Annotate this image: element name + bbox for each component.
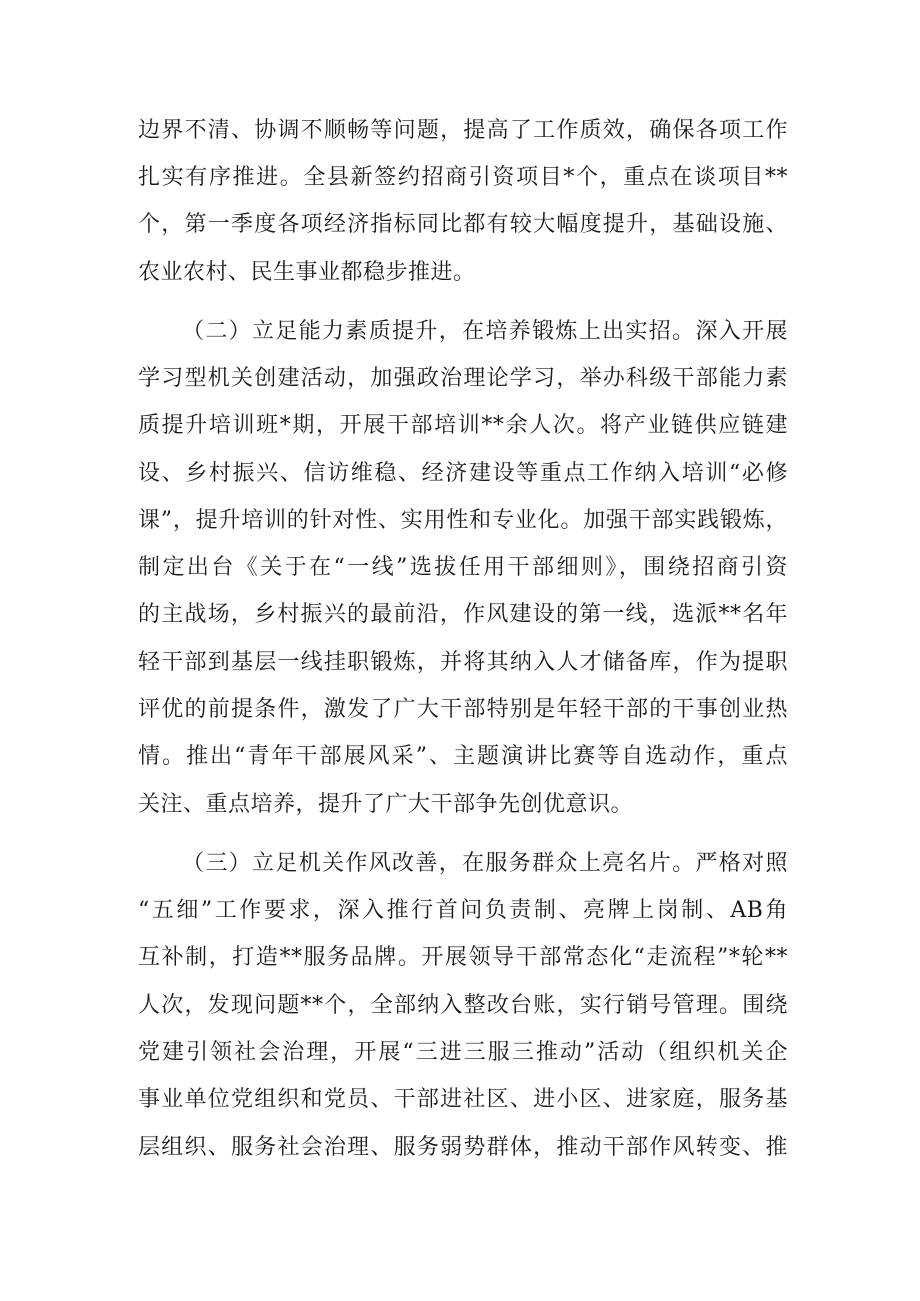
text-line: 互补制，打造**服务品牌。开展领导干部常态化“走流程”*轮** <box>138 945 788 970</box>
text-line: 边界不清、协调不顺畅等问题，提高了工作质效，确保各项工作 <box>138 118 788 143</box>
text-line: 学习型机关创建活动，加强政治理论学习，举办科级干部能力素 <box>138 366 788 391</box>
text-line: “五细”工作要求，深入推行首问负责制、亮牌上岗制、AB角 <box>138 898 788 923</box>
paragraph-heading-line: （二）立足能力素质提升，在培养锻炼上出实招。深入开展 <box>182 319 788 344</box>
text-line: 层组织、服务社会治理、服务弱势群体，推动干部作风转变、推 <box>138 1135 788 1160</box>
text-line: 党建引领社会治理，开展“三进三服三推动”活动（组织机关企 <box>138 1040 788 1065</box>
text-line: 扎实有序推进。全县新签约招商引资项目*个，重点在谈项目** <box>138 165 788 190</box>
text-line: 制定出台《关于在“一线”选拔任用干部细则》，围绕招商引资 <box>138 555 788 580</box>
text-line: 农业农村、民生事业都稳步推进。 <box>138 260 476 285</box>
text-line: 事业单位党组织和党员、干部进社区、进小区、进家庭，服务基 <box>138 1087 788 1112</box>
text-line: 课”，提升培训的针对性、实用性和专业化。加强干部实践锻炼， <box>138 508 788 533</box>
text-line: 人次，发现问题**个，全部纳入整改台账，实行销号管理。围绕 <box>138 993 788 1018</box>
text-line: 轻干部到基层一线挂职锻炼，并将其纳入人才储备库，作为提职 <box>138 650 788 675</box>
text-line: 评优的前提条件，激发了广大干部特别是年轻干部的干事创业热 <box>138 697 788 722</box>
text-line: 的主战场，乡村振兴的最前沿，作风建设的第一线，选派**名年 <box>138 602 788 627</box>
text-line: 情。推出“青年干部展风采”、主题演讲比赛等自选动作，重点 <box>138 744 788 769</box>
text-line: 设、乡村振兴、信访维稳、经济建设等重点工作纳入培训“必修 <box>138 461 788 486</box>
text-line: 关注、重点培养，提升了广大干部争先创优意识。 <box>138 792 634 817</box>
text-line: 质提升培训班*期，开展干部培训**余人次。将产业链供应链建 <box>138 413 788 438</box>
text-line: 个，第一季度各项经济指标同比都有较大幅度提升，基础设施、 <box>138 212 788 237</box>
paragraph-heading-line: （三）立足机关作风改善，在服务群众上亮名片。严格对照 <box>182 851 788 876</box>
